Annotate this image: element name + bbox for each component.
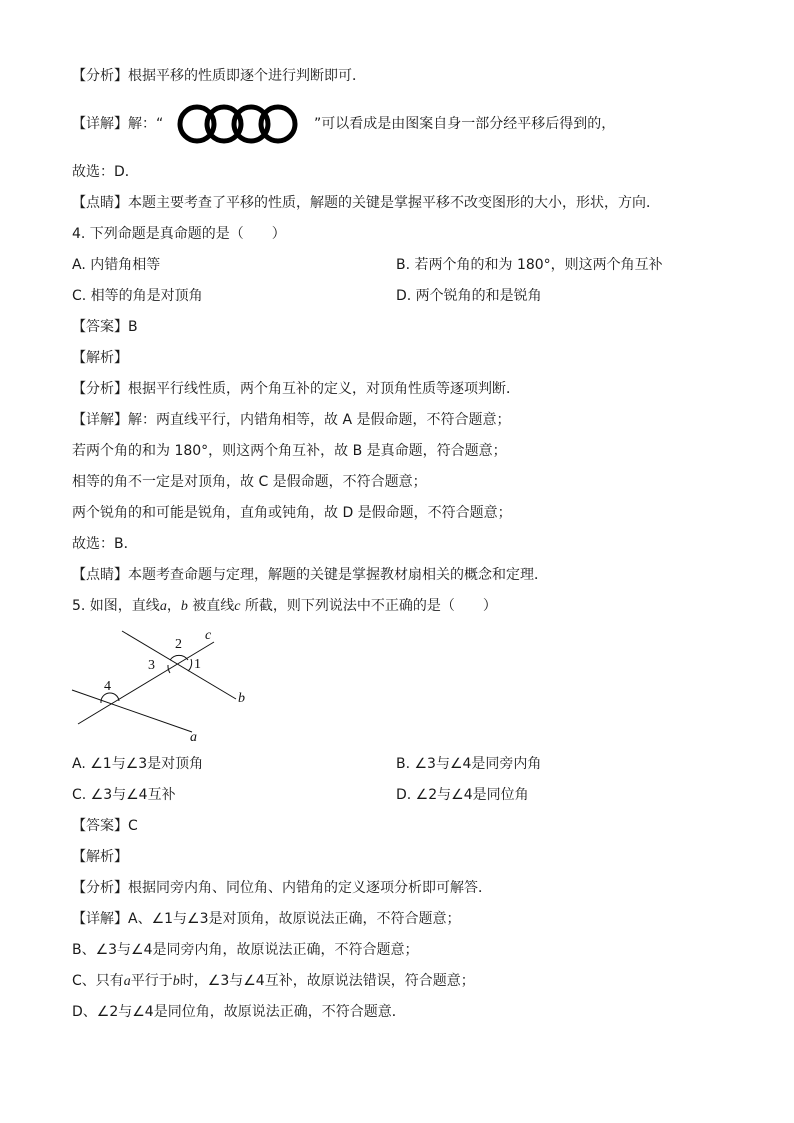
q4-option-d: D. 两个锐角的和是锐角: [396, 288, 542, 304]
q4-choice: 故选：B．: [72, 536, 138, 552]
question-4-stem: 4. 下列命题是真命题的是（ ）: [72, 226, 286, 242]
label-line-c: c: [205, 628, 212, 643]
label-line-b: b: [238, 691, 245, 706]
q5-detail-2: B、∠3与∠4是同旁内角，故原说法正确，不符合题意；: [72, 942, 419, 958]
q4-answer: 【答案】B: [72, 319, 138, 335]
choice-text: 故选：D．: [72, 164, 139, 180]
q5-detail-1: 【详解】A、∠1与∠3是对顶角，故原说法正确，不符合题意；: [72, 911, 461, 927]
q5-detail-3: C、只有a平行于b时，∠3与∠4互补，故原说法错误，符合题意；: [72, 973, 475, 989]
remark-text: 【点睛】本题主要考查了平移的性质，解题的关键是掌握平移不改变图形的大小，形状，方向．: [72, 195, 660, 211]
q5-option-c: C. ∠3与∠4互补: [72, 787, 176, 803]
q4-explanation-heading: 【解析】: [72, 350, 128, 366]
label-angle-2: 2: [175, 637, 182, 652]
q4-analysis: 【分析】根据平行线性质，两个角互补的定义，对顶角性质等逐项判断．: [72, 381, 520, 397]
label-line-a: a: [190, 730, 197, 745]
line-a: [72, 690, 192, 732]
geometry-figure: [66, 627, 266, 745]
q4-remark: 【点睛】本题考查命题与定理，解题的关键是掌握教材扇相关的概念和定理．: [72, 567, 548, 583]
q4-detail-4: 两个锐角的和可能是锐角，直角或钝角，故 D 是假命题，不符合题意；: [72, 505, 512, 521]
q4-detail-2: 若两个角的和为 180°，则这两个角互补，故 B 是真命题，符合题意；: [72, 443, 507, 459]
detail-text-post: ”可以看成是由图案自身一部分经平移后得到的，: [314, 116, 616, 132]
analysis-text: 【分析】根据平移的性质即逐个进行判断即可．: [72, 68, 366, 84]
q5-option-a: A. ∠1与∠3是对顶角: [72, 756, 204, 772]
label-angle-3: 3: [148, 658, 155, 673]
line-c: [78, 642, 214, 724]
q4-detail-1: 【详解】解：两直线平行，内错角相等，故 A 是假命题，不符合题意；: [72, 412, 511, 428]
question-5-stem: 5. 如图，直线a，b 被直线c 所截，则下列说法中不正确的是（ ）: [72, 598, 497, 614]
q5-answer: 【答案】C: [72, 818, 138, 834]
four-rings-icon: [176, 103, 300, 145]
q4-option-c: C. 相等的角是对顶角: [72, 288, 203, 304]
label-angle-1: 1: [194, 657, 201, 672]
q5-option-b: B. ∠3与∠4是同旁内角: [396, 756, 542, 772]
q4-detail-3: 相等的角不一定是对顶角，故 C 是假命题，不符合题意；: [72, 474, 427, 490]
q5-explanation-heading: 【解析】: [72, 849, 128, 865]
detail-text-pre: 【详解】解：“: [72, 116, 164, 132]
angle-arc-right: [188, 659, 192, 671]
q5-analysis: 【分析】根据同旁内角、同位角、内错角的定义逐项分析即可解答．: [72, 880, 492, 896]
label-angle-4: 4: [104, 679, 111, 694]
q4-option-b: B. 若两个角的和为 180°，则这两个角互补: [396, 257, 663, 273]
q5-option-d: D. ∠2与∠4是同位角: [396, 787, 529, 803]
q4-option-a: A. 内错角相等: [72, 257, 161, 273]
q5-detail-4: D、∠2与∠4是同位角，故原说法正确，不符合题意．: [72, 1004, 406, 1020]
